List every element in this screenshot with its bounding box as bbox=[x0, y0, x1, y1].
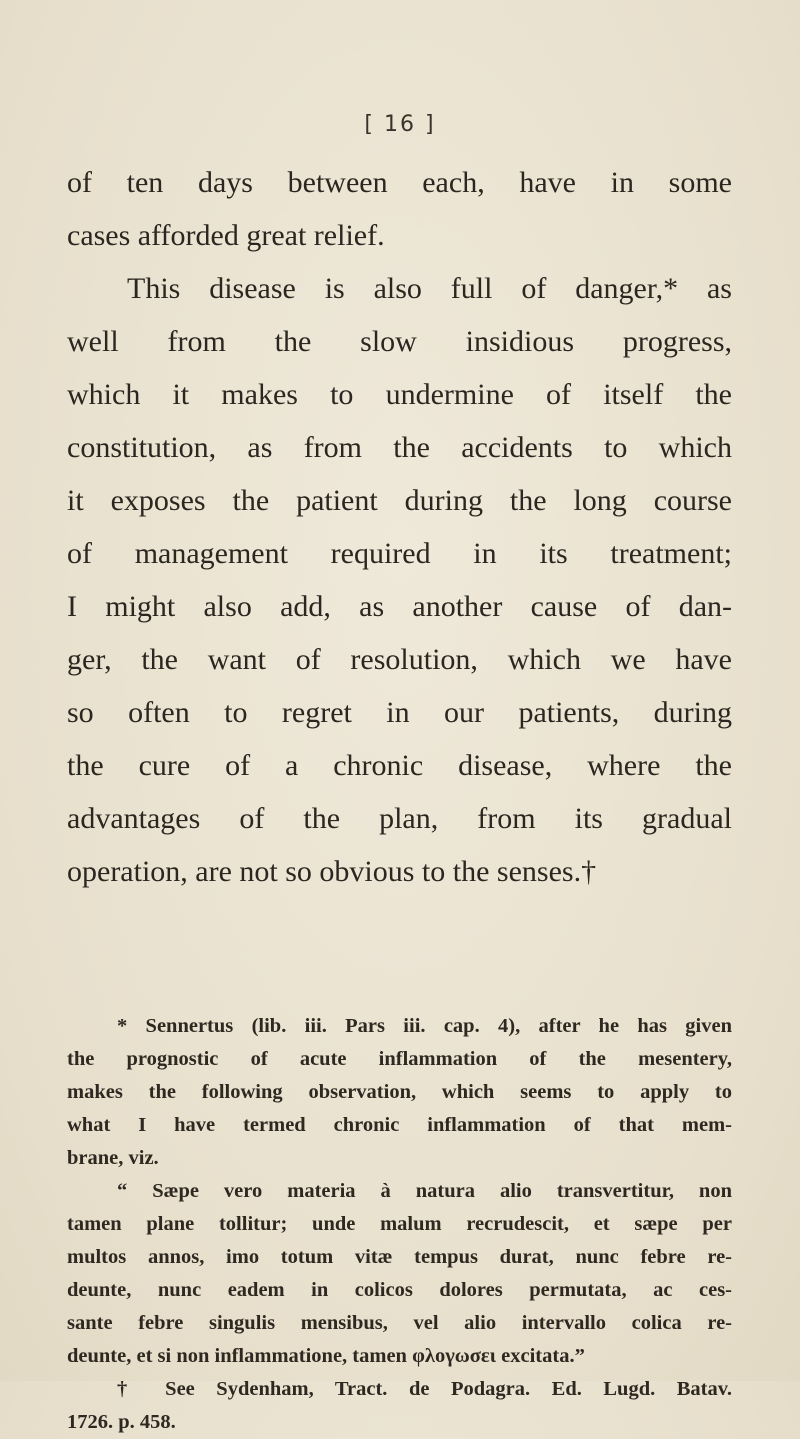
footnote-line: deunte, et si non inflammatione, tamen φλογωσει excitata.” bbox=[67, 1345, 585, 1367]
text-line: the cure of a chronic disease, where the bbox=[67, 749, 732, 782]
text-line: cases afforded great relief. bbox=[67, 219, 385, 252]
footnotes bbox=[67, 1010, 732, 1439]
footnote-line: sante febre singulis mensibus, vel alio intervallo colica re- bbox=[67, 1312, 732, 1334]
text-line: ger, the want of resolution, which we have bbox=[67, 643, 732, 676]
footnote-line: brane, viz. bbox=[67, 1147, 159, 1169]
footnote-line: what I have termed chronic inflammation of that mem- bbox=[67, 1114, 732, 1136]
footnote-line: deunte, nunc eadem in colicos dolores permutata, ac ces- bbox=[67, 1279, 732, 1301]
page-number: [ 16 ] bbox=[364, 112, 436, 137]
footnote-line: makes the following observation, which seems to apply to bbox=[67, 1081, 732, 1103]
footnote-line: the prognostic of acute inflammation of the mesentery, bbox=[67, 1048, 732, 1070]
text-line: of ten days between each, have in some bbox=[67, 166, 732, 199]
main-text bbox=[67, 156, 732, 898]
footnote-line: tamen plane tollitur; unde malum recrudescit, et sæpe per bbox=[67, 1213, 732, 1235]
text-line: so often to regret in our patients, during bbox=[67, 696, 732, 729]
text-line: This disease is also full of danger,* as bbox=[127, 272, 732, 305]
text-line: operation, are not so obvious to the senses.† bbox=[67, 855, 597, 888]
text-line: which it makes to undermine of itself the bbox=[67, 378, 732, 411]
text-line: I might also add, as another cause of dan- bbox=[67, 590, 732, 623]
text-line: advantages of the plan, from its gradual bbox=[67, 802, 732, 835]
text-line: constitution, as from the accidents to which bbox=[67, 431, 732, 464]
text-line: it exposes the patient during the long course bbox=[67, 484, 732, 517]
footnote-line: multos annos, imo totum vitæ tempus durat, nunc febre re- bbox=[67, 1246, 732, 1268]
footnote-line: † See Sydenham, Tract. de Podagra. Ed. Lugd. Batav. bbox=[117, 1378, 732, 1400]
footnote-line: 1726. p. 458. bbox=[67, 1411, 176, 1433]
text-line: well from the slow insidious progress, bbox=[67, 325, 732, 358]
footnote-line: * Sennertus (lib. iii. Pars iii. cap. 4), after he has given bbox=[117, 1015, 732, 1037]
footnote-line: “ Sæpe vero materia à natura alio transvertitur, non bbox=[117, 1180, 732, 1202]
text-line: of management required in its treatment; bbox=[67, 537, 732, 570]
